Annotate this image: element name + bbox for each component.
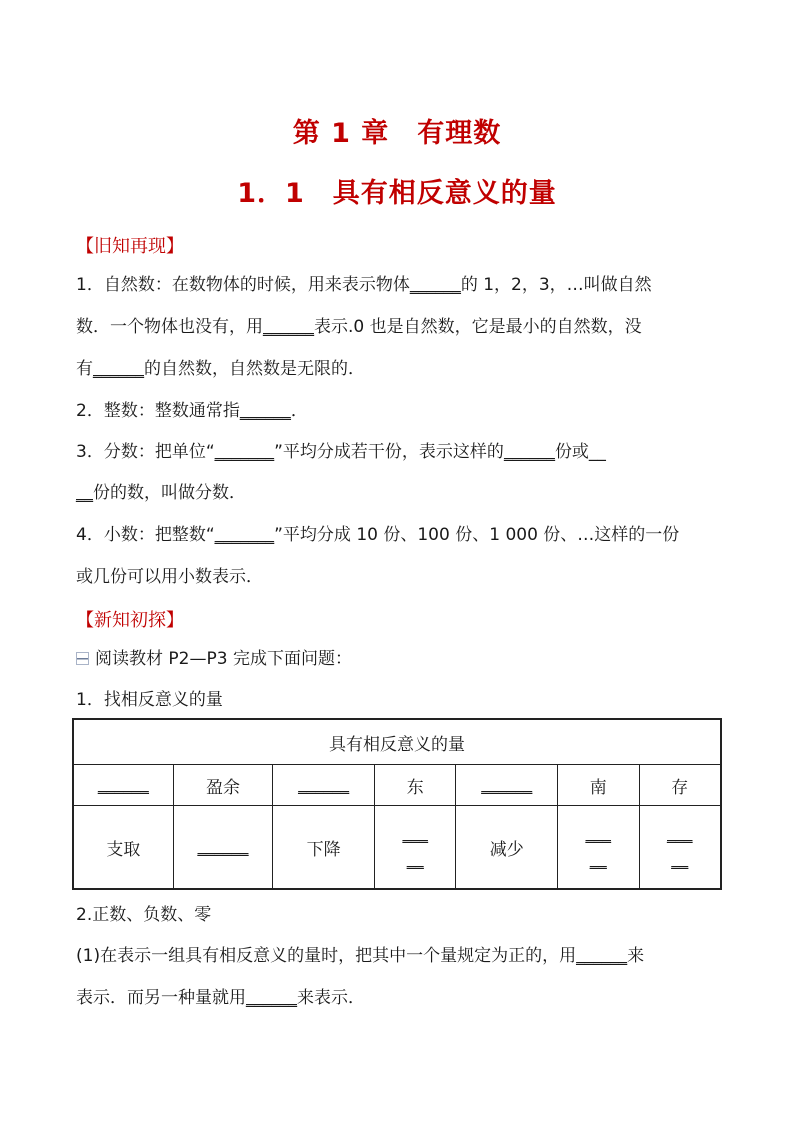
table-cell-blank xyxy=(374,806,455,890)
fill-blank[interactable]: _______ xyxy=(214,525,275,545)
question-2-line: (1)在表示一组具有相反意义的量时，把其中一个量规定为正的，用______来 xyxy=(76,946,645,966)
table-cell: 东 xyxy=(374,765,455,806)
fill-blank[interactable]: _______ xyxy=(214,442,275,462)
section-title: 1．1 具有相反意义的量 xyxy=(237,178,557,209)
table-cell-blank: ______ xyxy=(273,765,375,806)
blank-segment[interactable]: ___ xyxy=(585,824,612,844)
question-2-line: 表示．而另一种量就用______来表示． xyxy=(76,988,365,1008)
old-item-line: 4．小数：把整数“_______”平均分成 10 份、100 份、1 000 份、…这样的一份 xyxy=(76,525,680,545)
table-cell: 存 xyxy=(639,765,721,806)
table-cell-blank xyxy=(558,806,639,890)
old-item-line: __份的数，叫做分数． xyxy=(76,483,246,503)
fill-blank[interactable]: __ xyxy=(76,483,93,503)
table-cell-blank xyxy=(639,806,721,890)
chapter-title: 第 1 章 有理数 xyxy=(292,118,502,149)
old-item-line: 有______的自然数，自然数是无限的． xyxy=(76,359,365,379)
table-cell-blank: ______ xyxy=(456,765,558,806)
table-cell: 减少 xyxy=(456,806,558,890)
reading-instruction: 阅读教材 P2—P3 完成下面问题： xyxy=(76,647,726,671)
table-cell: 下降 xyxy=(273,806,375,890)
section-heading-new-knowledge: 【新知初探】 xyxy=(76,610,184,631)
table-row xyxy=(73,806,721,890)
old-item-line: 数．一个物体也没有，用______表示.0 也是自然数，它是最小的自然数，没 xyxy=(76,317,642,337)
fill-blank[interactable]: ______ xyxy=(239,401,291,421)
blank-segment[interactable]: ___ xyxy=(402,824,428,844)
fill-blank[interactable]: ______ xyxy=(246,988,297,1008)
fill-blank[interactable]: ______ xyxy=(576,946,628,966)
fill-blank[interactable]: ______ xyxy=(503,442,555,462)
stacked-fill-blank[interactable] xyxy=(402,821,428,873)
stacked-fill-blank[interactable] xyxy=(586,821,612,873)
fill-blank[interactable]: ______ xyxy=(93,359,144,379)
section-heading-old-knowledge: 【旧知再现】 xyxy=(76,236,184,257)
opposite-quantities-table xyxy=(72,718,722,890)
table-header: 具有相反意义的量 xyxy=(73,719,721,765)
blank-segment[interactable]: __ xyxy=(406,850,424,870)
blank-segment[interactable]: __ xyxy=(671,850,689,870)
fill-blank[interactable]: ______ xyxy=(409,275,461,295)
table-cell: 支取 xyxy=(73,806,173,890)
fill-blank[interactable]: ______ xyxy=(263,317,314,337)
old-item-line: 3．分数：把单位“_______”平均分成若干份，表示这样的______份或__ xyxy=(76,442,606,462)
table-cell-blank: ______ xyxy=(73,765,173,806)
stacked-fill-blank[interactable] xyxy=(667,821,693,873)
old-item-line: 2．整数：整数通常指______． xyxy=(76,401,308,421)
old-item-line: 或几份可以用小数表示． xyxy=(76,567,263,587)
table-cell: 盈余 xyxy=(173,765,273,806)
table-row xyxy=(73,765,721,806)
question-1-label: 1．找相反意义的量 xyxy=(76,690,223,710)
blank-segment[interactable]: ___ xyxy=(667,824,693,844)
blank-segment[interactable]: __ xyxy=(589,850,607,870)
table-cell-blank: ______ xyxy=(173,806,273,890)
collapse-marker-icon[interactable] xyxy=(76,652,89,665)
table-cell: 南 xyxy=(558,765,639,806)
old-item-line: 1．自然数：在数物体的时候，用来表示物体______的 1，2，3，…叫做自然 xyxy=(76,275,652,295)
question-2-label: 2.正数、负数、零 xyxy=(76,905,212,925)
